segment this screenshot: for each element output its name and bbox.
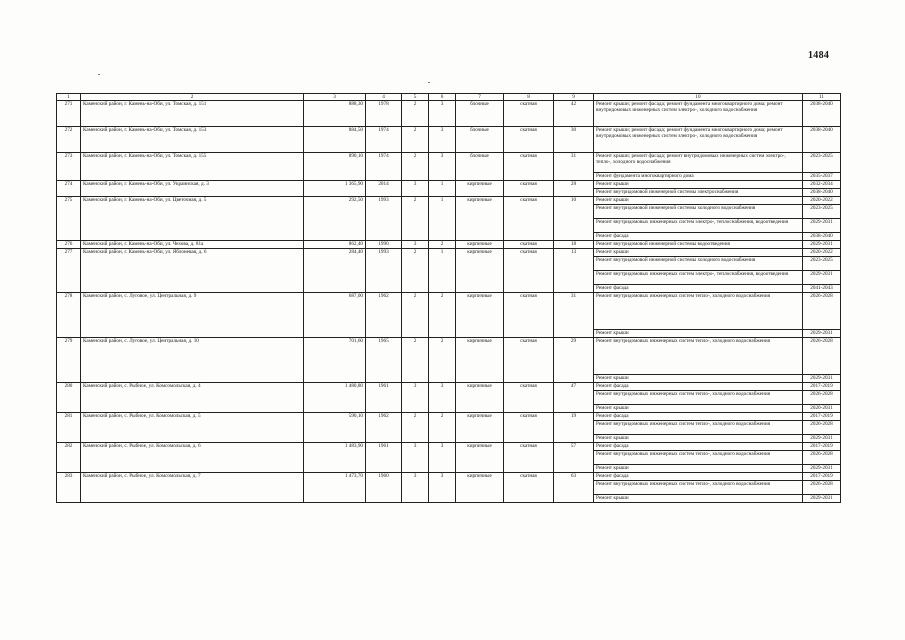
roof-type: скатная <box>504 293 554 338</box>
roof-type: скатная <box>504 127 554 153</box>
column-6-value: 3 <box>429 153 456 181</box>
house-row <box>57 197 841 205</box>
column-5-value: 3 <box>402 241 429 249</box>
column-number: 3 <box>304 94 366 101</box>
work-period: 2023-2025 <box>803 205 841 219</box>
column-9-value: 30 <box>554 127 594 153</box>
column-5-value: 2 <box>402 101 429 127</box>
work-period: 2029-2031 <box>803 375 841 383</box>
wall-material: блочные <box>456 153 504 181</box>
work-name: Ремонт фасада <box>594 413 803 421</box>
column-6-value: 3 <box>429 101 456 127</box>
column-9-value: 63 <box>554 473 594 503</box>
row-number: 277 <box>57 249 81 293</box>
area-value: 1 480,80 <box>304 383 366 413</box>
column-9-value: 10 <box>554 197 594 241</box>
row-number: 275 <box>57 197 81 241</box>
house-row <box>57 383 841 391</box>
house-row <box>57 473 841 481</box>
address: Каменский район, с. Рыбное, ул. Комсомольская, д. 6 <box>81 443 304 473</box>
roof-type: скатная <box>504 153 554 181</box>
work-period: 2026-2028 <box>803 391 841 405</box>
wall-material: блочные <box>456 127 504 153</box>
wall-material: кирпичные <box>456 338 504 383</box>
column-number: 7 <box>456 94 504 101</box>
work-name: Ремонт крыши <box>594 435 803 443</box>
work-period: 2035-2037 <box>803 173 841 181</box>
work-name: Ремонт внутридомовой инженерной системы холодного водоснабжения <box>594 205 803 219</box>
work-name: Ремонт фасада <box>594 473 803 481</box>
area-value: 884,50 <box>304 127 366 153</box>
roof-type: скатная <box>504 413 554 443</box>
column-5-value: 3 <box>402 443 429 473</box>
work-period: 2029-2031 <box>803 219 841 233</box>
address: Каменский район, г. Камень-на-Оби, ул. Томская, д. 151 <box>81 101 304 127</box>
work-name: Ремонт крыши <box>594 375 803 383</box>
year-built: 1974 <box>366 127 402 153</box>
roof-type: скатная <box>504 197 554 241</box>
work-name: Ремонт крыши; ремонт фасада; ремонт фундамента многоквартирного дома; ремонт внутридомовых инженерных систем электро-, холодного водоснабжения <box>594 127 803 153</box>
row-number: 278 <box>57 293 81 338</box>
wall-material: кирпичные <box>456 249 504 293</box>
row-number: 280 <box>57 383 81 413</box>
row-number: 274 <box>57 181 81 197</box>
column-6-value: 1 <box>429 197 456 241</box>
column-6-value: 3 <box>429 383 456 413</box>
roof-type: скатная <box>504 181 554 197</box>
column-6-value: 3 <box>429 473 456 503</box>
work-period: 2041-2043 <box>803 285 841 293</box>
wall-material: кирпичные <box>456 413 504 443</box>
column-5-value: 2 <box>402 293 429 338</box>
work-period: 2032-2034 <box>803 181 841 189</box>
column-6-value: 2 <box>429 338 456 383</box>
address: Каменский район, г. Камень-на-Оби, ул. Цветочная, д. 5 <box>81 197 304 241</box>
house-row <box>57 338 841 375</box>
column-number: 8 <box>504 94 554 101</box>
area-value: 1 483,90 <box>304 443 366 473</box>
work-period: 2020-2031 <box>803 405 841 413</box>
house-row <box>57 153 841 173</box>
area-value: 888,30 <box>304 101 366 127</box>
column-number: 9 <box>554 94 594 101</box>
area-value: 1 365,90 <box>304 181 366 197</box>
register-body <box>57 101 841 503</box>
work-period: 2017-2019 <box>803 473 841 481</box>
wall-material: блочные <box>456 101 504 127</box>
area-value: 292,50 <box>304 197 366 241</box>
column-5-value: 2 <box>402 197 429 241</box>
year-built: 2014 <box>366 181 402 197</box>
column-6-value: 2 <box>429 241 456 249</box>
work-period: 2038-2040 <box>803 233 841 241</box>
column-6-value: 3 <box>429 127 456 153</box>
area-value: 1 473,70 <box>304 473 366 503</box>
roof-type: скатная <box>504 249 554 293</box>
wall-material: кирпичные <box>456 181 504 197</box>
column-5-value: 2 <box>402 413 429 443</box>
work-period: 2026-2028 <box>803 293 841 330</box>
work-period: 2029-2031 <box>803 241 841 249</box>
work-name: Ремонт фундамента многоквартирного дома <box>594 173 803 181</box>
address: Каменский район, с. Рыбное, ул. Комсомольская, д. 7 <box>81 473 304 503</box>
roof-type: скатная <box>504 338 554 383</box>
house-row <box>57 443 841 451</box>
roof-type: скатная <box>504 443 554 473</box>
year-built: 1974 <box>366 153 402 181</box>
house-row <box>57 241 841 249</box>
column-9-value: 29 <box>554 338 594 383</box>
area-value: 590,10 <box>304 413 366 443</box>
area-value: 284,40 <box>304 249 366 293</box>
column-6-value: 1 <box>429 181 456 197</box>
column-9-value: 47 <box>554 383 594 413</box>
roof-type: скатная <box>504 101 554 127</box>
work-name: Ремонт фасада <box>594 233 803 241</box>
work-period: 2017-2019 <box>803 383 841 391</box>
work-name: Ремонт внутридомовой инженерной системы водоотведения <box>594 241 803 249</box>
page-number: 1484 <box>808 50 830 61</box>
column-number: 4 <box>366 94 402 101</box>
year-built: 1961 <box>366 383 402 413</box>
column-5-value: 2 <box>402 153 429 181</box>
column-5-value: 3 <box>402 473 429 503</box>
column-number: 11 <box>803 94 841 101</box>
house-row <box>57 181 841 189</box>
repair-register-table <box>56 93 841 503</box>
wall-material: кирпичные <box>456 443 504 473</box>
wall-material: кирпичные <box>456 197 504 241</box>
column-9-value: 19 <box>554 413 594 443</box>
work-name: Ремонт внутридомовых инженерных систем тепло-, холодного водоснабжения <box>594 481 803 495</box>
address: Каменский район, г. Камень-на-Оби, ул. Украинская, д. 3 <box>81 181 304 197</box>
scan-speck <box>428 82 430 83</box>
row-number: 279 <box>57 338 81 383</box>
column-number: 5 <box>402 94 429 101</box>
work-name: Ремонт крыши <box>594 330 803 338</box>
area-value: 862,40 <box>304 241 366 249</box>
column-6-value: 2 <box>429 293 456 338</box>
address: Каменский район, г. Камень-на-Оби, ул. Томская, д. 153 <box>81 127 304 153</box>
roof-type: скатная <box>504 383 554 413</box>
scan-speck <box>98 74 100 75</box>
work-name: Ремонт внутридомовых инженерных систем тепло-, холодного водоснабжения <box>594 338 803 375</box>
year-built: 1990 <box>366 241 402 249</box>
address: Каменский район, г. Камень-на-Оби, ул. Яблоневая, д. 6 <box>81 249 304 293</box>
house-row <box>57 127 841 153</box>
work-period: 2026-2028 <box>803 481 841 495</box>
column-9-value: 31 <box>554 153 594 181</box>
year-built: 1978 <box>366 101 402 127</box>
area-value: 701,60 <box>304 338 366 383</box>
column-5-value: 2 <box>402 249 429 293</box>
work-name: Ремонт крыши <box>594 249 803 257</box>
year-built: 1960 <box>366 473 402 503</box>
work-period: 2023-2025 <box>803 153 841 173</box>
column-5-value: 2 <box>402 338 429 383</box>
year-built: 1993 <box>366 249 402 293</box>
work-period: 2038-2040 <box>803 189 841 197</box>
work-name: Ремонт фасада <box>594 285 803 293</box>
area-value: 687,00 <box>304 293 366 338</box>
house-row <box>57 101 841 127</box>
wall-material: кирпичные <box>456 241 504 249</box>
year-built: 1993 <box>366 197 402 241</box>
roof-type: скатная <box>504 241 554 249</box>
row-number: 276 <box>57 241 81 249</box>
column-5-value: 2 <box>402 127 429 153</box>
house-row <box>57 249 841 257</box>
work-period: 2017-2019 <box>803 413 841 421</box>
work-period: 2038-2040 <box>803 127 841 153</box>
work-period: 2038-2040 <box>803 101 841 127</box>
work-name: Ремонт крыши; ремонт фасада; ремонт фундамента многоквартирного дома; ремонт внутридомовых инженерных систем электро-, холодного водоснабжения <box>594 101 803 127</box>
year-built: 1962 <box>366 293 402 338</box>
work-name: Ремонт внутридомовых инженерных систем тепло-, холодного водоснабжения <box>594 391 803 405</box>
work-period: 2029-2031 <box>803 271 841 285</box>
work-name: Ремонт внутридомовых инженерных систем тепло-, холодного водоснабжения <box>594 293 803 330</box>
work-period: 2020-2022 <box>803 249 841 257</box>
work-name: Ремонт крыши; ремонт фасада; ремонт внутридомовых инженерных систем электро-, тепло-, холодного водоснабжения <box>594 153 803 173</box>
address: Каменский район, с. Рыбное, ул. Комсомольская, д. 4 <box>81 383 304 413</box>
work-name: Ремонт крыши <box>594 465 803 473</box>
work-period: 2017-2019 <box>803 443 841 451</box>
row-number: 283 <box>57 473 81 503</box>
work-name: Ремонт крыши <box>594 405 803 413</box>
work-period: 2029-2031 <box>803 495 841 503</box>
column-9-value: 57 <box>554 443 594 473</box>
column-6-value: 3 <box>429 443 456 473</box>
row-number: 281 <box>57 413 81 443</box>
work-name: Ремонт фасада <box>594 383 803 391</box>
column-9-value: 18 <box>554 241 594 249</box>
work-name: Ремонт внутридомовых инженерных систем электро-, теплоснабжения, водоотведения <box>594 219 803 233</box>
column-6-value: 1 <box>429 249 456 293</box>
work-name: Ремонт фасада <box>594 443 803 451</box>
address: Каменский район, с. Луговое, ул. Центральная, д. 10 <box>81 338 304 383</box>
column-5-value: 3 <box>402 383 429 413</box>
house-row <box>57 413 841 421</box>
address: Каменский район, г. Камень-на-Оби, ул. Чехова, д. 81а <box>81 241 304 249</box>
work-name: Ремонт крыши <box>594 197 803 205</box>
column-number: 6 <box>429 94 456 101</box>
year-built: 1965 <box>366 338 402 383</box>
wall-material: кирпичные <box>456 383 504 413</box>
address: Каменский район, с. Рыбное, ул. Комсомольская, д. 5 <box>81 413 304 443</box>
column-number: 1 <box>57 94 81 101</box>
address: Каменский район, г. Камень-на-Оби, ул. Томская, д. 155 <box>81 153 304 181</box>
wall-material: кирпичные <box>456 473 504 503</box>
column-number: 2 <box>81 94 304 101</box>
work-period: 2026-2028 <box>803 421 841 435</box>
row-number: 271 <box>57 101 81 127</box>
column-9-value: 31 <box>554 293 594 338</box>
work-name: Ремонт внутридомовой инженерной системы холодного водоснабжения <box>594 257 803 271</box>
row-number: 272 <box>57 127 81 153</box>
work-name: Ремонт внутридомовой инженерной системы электроснабжения <box>594 189 803 197</box>
year-built: 1961 <box>366 443 402 473</box>
wall-material: кирпичные <box>456 293 504 338</box>
work-name: Ремонт крыши <box>594 495 803 503</box>
column-number-row <box>57 94 841 101</box>
work-period: 2020-2022 <box>803 197 841 205</box>
column-5-value: 3 <box>402 181 429 197</box>
column-9-value: 13 <box>554 249 594 293</box>
column-number: 10 <box>594 94 803 101</box>
house-row <box>57 293 841 330</box>
work-name: Ремонт внутридомовых инженерных систем тепло-, холодного водоснабжения <box>594 421 803 435</box>
column-6-value: 2 <box>429 413 456 443</box>
row-number: 282 <box>57 443 81 473</box>
column-9-value: 42 <box>554 101 594 127</box>
work-period: 2026-2028 <box>803 338 841 375</box>
work-name: Ремонт внутридомовых инженерных систем тепло-, холодного водоснабжения <box>594 451 803 465</box>
column-9-value: 28 <box>554 181 594 197</box>
work-period: 2029-2031 <box>803 435 841 443</box>
row-number: 273 <box>57 153 81 181</box>
work-period: 2023-2025 <box>803 257 841 271</box>
year-built: 1962 <box>366 413 402 443</box>
work-period: 2029-2031 <box>803 330 841 338</box>
work-period: 2026-2028 <box>803 451 841 465</box>
address: Каменский район, с. Луговое, ул. Центральная, д. 9 <box>81 293 304 338</box>
work-name: Ремонт внутридомовых инженерных систем электро-, теплоснабжения, водоотведения <box>594 271 803 285</box>
area-value: 890,10 <box>304 153 366 181</box>
work-name: Ремонт крыши <box>594 181 803 189</box>
roof-type: скатная <box>504 473 554 503</box>
work-period: 2029-2031 <box>803 465 841 473</box>
